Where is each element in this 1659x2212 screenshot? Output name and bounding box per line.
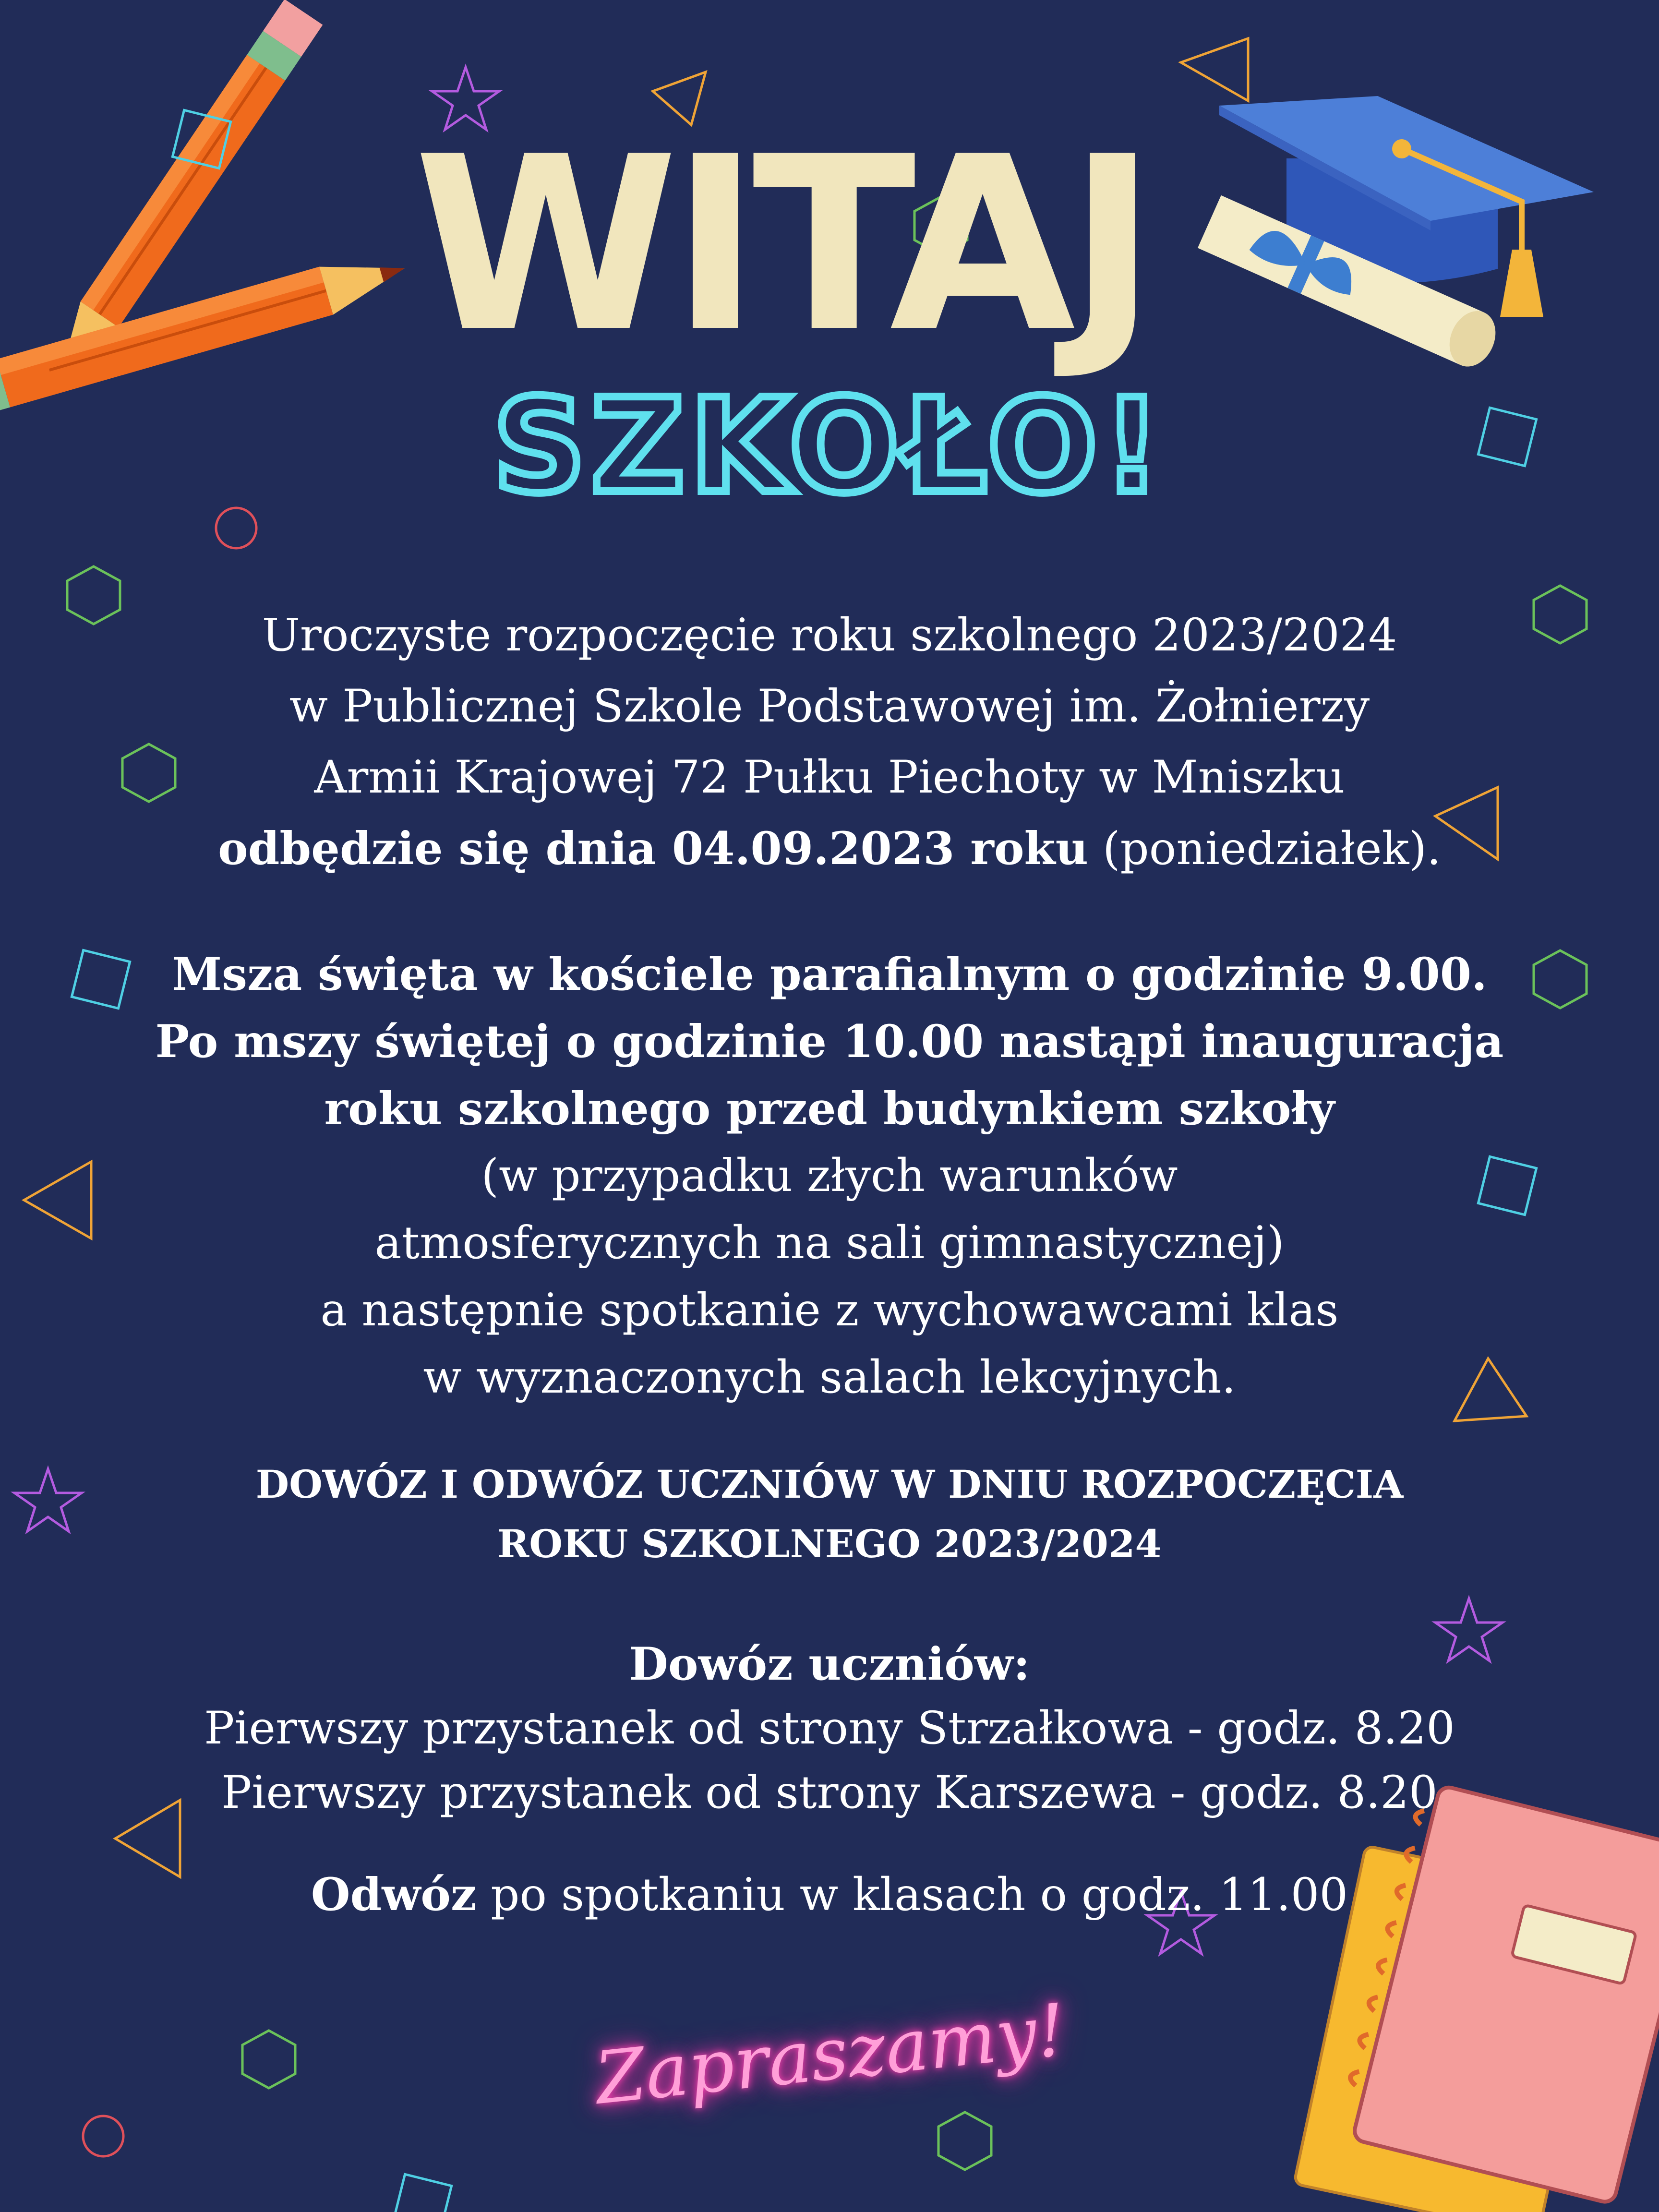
- page-title: WITAJ: [413, 105, 1150, 385]
- triangle-icon: [1181, 38, 1248, 101]
- intro-line: Armii Krajowej 72 Pułku Piechoty w Mniszku: [314, 751, 1345, 804]
- transport-heading: [144, 1455, 1515, 1574]
- transport-heading-line: DOWÓZ I ODWÓZ UCZNIÓW W DNIU ROZPOCZĘCIA: [255, 1462, 1404, 1507]
- odwoz-line: [144, 1863, 1515, 1927]
- schedule-line: Msza święta w kościele parafialnym o godzinie 9.00.: [172, 948, 1487, 1001]
- dowoz-heading: Dowóz uczniów:: [629, 1638, 1030, 1691]
- odwoz-section: [144, 1863, 1515, 1927]
- odwoz-label: Odwóz: [311, 1868, 477, 1921]
- star-icon: [14, 1469, 82, 1531]
- odwoz-text: po spotkaniu w klasach o godz. 11.00: [476, 1869, 1348, 1921]
- hexagon-icon: [938, 2112, 991, 2170]
- transport-heading-line: ROKU SZKOLNEGO 2023/2024: [497, 1521, 1162, 1566]
- invite-neon-text: Zapraszamy!: [591, 1988, 1070, 2121]
- intro-paragraph: [144, 600, 1515, 885]
- intro-line: w Publicznej Szkole Podstawowej im. Żołnierzy: [289, 680, 1370, 733]
- circle-icon: [83, 2116, 123, 2156]
- triangle-icon: [24, 1162, 91, 1238]
- dowoz-section: [144, 1632, 1515, 1825]
- schedule-paragraph: [144, 941, 1515, 1411]
- schedule-line: (w przypadku złych warunków: [481, 1150, 1178, 1202]
- hexagon-icon: [1534, 586, 1587, 643]
- intro-line: Uroczyste rozpoczęcie roku szkolnego 2023/2024: [262, 609, 1397, 661]
- hexagon-icon: [1534, 950, 1587, 1008]
- intro-weekday: (poniedziałek).: [1088, 823, 1441, 875]
- intro-date-line: [144, 813, 1515, 885]
- intro-date: odbędzie się dnia 04.09.2023 roku: [218, 822, 1088, 875]
- hexagon-icon: [67, 566, 120, 624]
- schedule-line: atmosferycznych na sali gimnastycznej): [374, 1217, 1285, 1269]
- dowoz-line: Pierwszy przystanek od strony Strzałkowa - godz. 8.20: [204, 1702, 1455, 1755]
- dowoz-line: Pierwszy przystanek od strony Karszewa - godz. 8.20: [221, 1767, 1438, 1819]
- schedule-line: roku szkolnego przed budynkiem szkoły: [324, 1082, 1335, 1135]
- schedule-line: w wyznaczonych salach lekcyjnych.: [423, 1351, 1236, 1404]
- schedule-line: a następnie spotkanie z wychowawcami klas: [320, 1284, 1339, 1336]
- square-icon: [393, 2174, 451, 2212]
- square-icon: [72, 950, 130, 1008]
- page-subtitle: SZKOŁO!: [493, 371, 1166, 522]
- hexagon-icon: [242, 2031, 295, 2088]
- schedule-line: Po mszy świętej o godzinie 10.00 nastąpi inauguracja: [155, 1015, 1504, 1068]
